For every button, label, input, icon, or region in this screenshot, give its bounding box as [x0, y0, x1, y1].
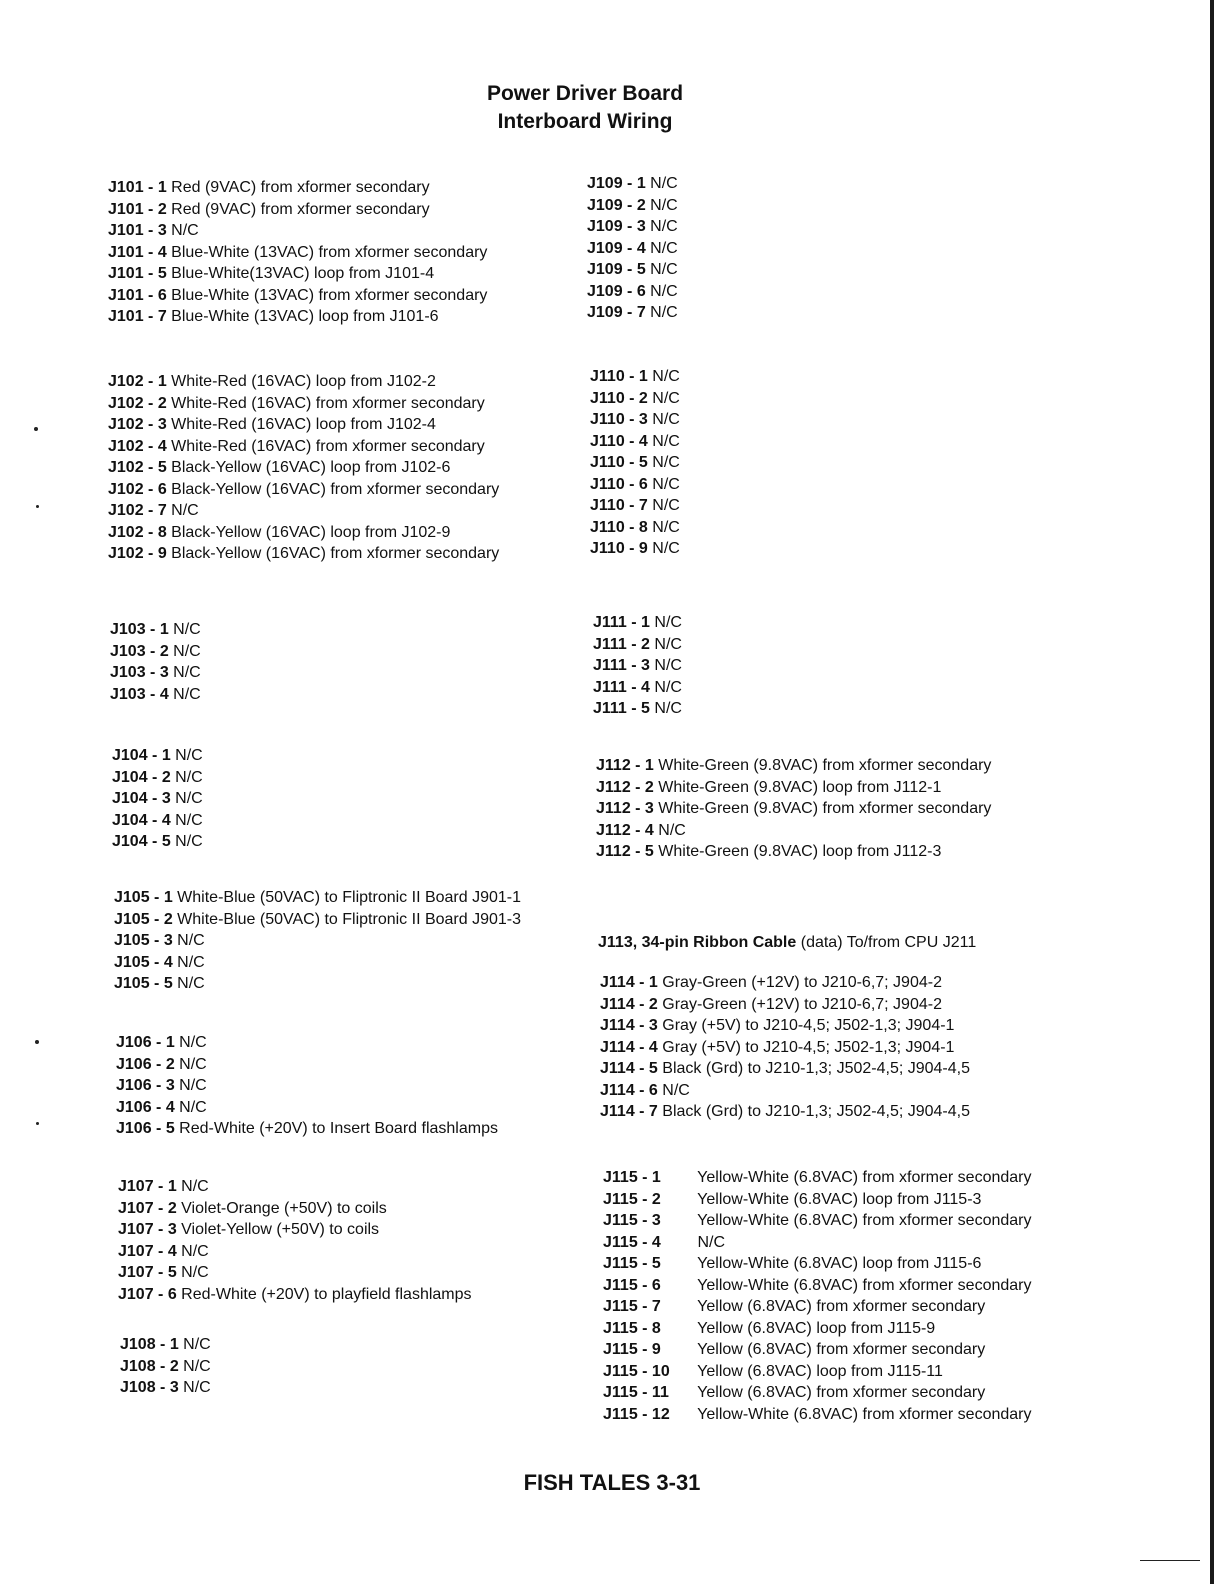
- connector-j111: [593, 612, 682, 720]
- pin-label: J115 - 3: [603, 1212, 661, 1229]
- connector-j101: [108, 177, 487, 328]
- pin-row: [116, 1075, 498, 1097]
- pin-row: [110, 619, 201, 641]
- pin-row: [587, 173, 678, 195]
- pin-description: White-Red (16VAC) from xformer secondary: [171, 394, 485, 412]
- pin-row: [108, 263, 487, 285]
- pin-label: J114 - 6: [600, 1081, 658, 1099]
- pin-row: [118, 1176, 472, 1198]
- pin-label: J108 - 2: [120, 1357, 179, 1375]
- pin-description: N/C: [650, 239, 678, 257]
- pin-description: N/C: [654, 678, 682, 696]
- pin-row: [603, 1253, 1031, 1275]
- pin-label: J101 - 4: [108, 243, 167, 261]
- pin-label: J109 - 2: [587, 196, 646, 214]
- pin-label: J106 - 2: [116, 1055, 175, 1073]
- pin-description: N/C: [179, 1098, 207, 1116]
- pin-row: [108, 457, 499, 479]
- pin-row: [114, 909, 521, 931]
- pin-description: (data) To/from CPU J211: [800, 934, 977, 951]
- pin-row: [593, 655, 682, 677]
- pin-label: J105 - 2: [114, 910, 173, 928]
- connector-j114: [600, 972, 970, 1123]
- pin-label: J109 - 1: [587, 175, 646, 192]
- pin-description: White-Green (9.8VAC) from xformer secondary: [658, 757, 992, 774]
- scan-speck: [34, 427, 38, 431]
- scan-mark: [1140, 1560, 1200, 1561]
- pin-label: J102 - 7: [108, 502, 167, 519]
- pin-description: Red (9VAC) from xformer secondary: [171, 179, 430, 196]
- pin-label: J112 - 3: [596, 800, 654, 817]
- pin-description: N/C: [650, 196, 678, 214]
- pin-label: J102 - 4: [108, 437, 167, 455]
- pin-description: Yellow-White (6.8VAC) loop from J115-3: [697, 1190, 982, 1208]
- pin-row: [603, 1210, 1031, 1232]
- scan-speck: [35, 1040, 39, 1044]
- pin-description: Yellow-White (6.8VAC) from xformer secondary: [697, 1212, 1032, 1229]
- pin-row: [114, 952, 521, 974]
- pin-row: [108, 414, 499, 436]
- pin-row: [114, 887, 521, 909]
- pin-row: [590, 431, 680, 453]
- pin-description: N/C: [179, 1034, 207, 1051]
- pin-description: White-Green (9.8VAC) loop from J112-1: [658, 778, 942, 796]
- pin-label: J101 - 5: [108, 265, 167, 282]
- connector-j110: [590, 366, 680, 560]
- pin-description: N/C: [658, 821, 686, 839]
- pin-description: N/C: [650, 282, 678, 300]
- pin-description: White-Red (16VAC) loop from J102-4: [171, 416, 436, 433]
- pin-description: N/C: [181, 1242, 209, 1260]
- connector-j107: [118, 1176, 472, 1305]
- pin-label: J104 - 3: [112, 790, 171, 807]
- pin-label: J101 - 6: [108, 286, 167, 304]
- pin-description: Black (Grd) to J210-1,3; J502-4,5; J904-4,5: [662, 1060, 970, 1077]
- scan-speck: [36, 1122, 39, 1125]
- pin-row: [108, 543, 499, 565]
- page-edge-shadow: [1210, 0, 1214, 1584]
- pin-label: J107 - 4: [118, 1242, 177, 1260]
- page-title: Power Driver Board: [486, 82, 684, 105]
- pin-row: [108, 220, 487, 242]
- pin-description: Violet-Orange (+50V) to coils: [181, 1199, 387, 1217]
- pin-row: [600, 1037, 970, 1059]
- pin-row: [603, 1382, 1031, 1404]
- pin-label: J101 - 3: [108, 222, 167, 239]
- pin-description: N/C: [177, 953, 205, 971]
- pin-description: N/C: [173, 642, 201, 660]
- pin-row: [603, 1296, 1031, 1318]
- pin-row: [590, 409, 680, 431]
- pin-row: [596, 841, 991, 863]
- pin-description: Black-Yellow (16VAC) loop from J102-6: [171, 459, 451, 476]
- pin-label: J111 - 1: [593, 614, 650, 631]
- pin-row: [603, 1167, 1031, 1189]
- pin-label: J103 - 1: [110, 621, 169, 638]
- pin-row: [587, 281, 678, 303]
- pin-row: [108, 242, 487, 264]
- pin-row: [587, 216, 678, 238]
- pin-row: [593, 677, 682, 699]
- pin-description: N/C: [175, 790, 203, 807]
- pin-label: J110 - 7: [590, 497, 648, 514]
- pin-row: [116, 1032, 498, 1054]
- connector-j109: [587, 173, 678, 324]
- pin-label: J102 - 6: [108, 480, 167, 498]
- pin-label: J110 - 3: [590, 411, 648, 428]
- pin-row: [114, 973, 521, 995]
- pin-label: J109 - 3: [587, 218, 646, 235]
- pin-label: J114 - 2: [600, 995, 658, 1013]
- pin-description: N/C: [650, 261, 678, 278]
- pin-description: N/C: [175, 747, 203, 764]
- pin-label: J108 - 3: [120, 1379, 179, 1396]
- pin-row: [600, 994, 970, 1016]
- pin-label: J112 - 5: [596, 843, 654, 860]
- pin-row: [587, 238, 678, 260]
- pin-row: [603, 1318, 1031, 1340]
- pin-description: N/C: [650, 218, 678, 235]
- pin-row: [108, 371, 499, 393]
- pin-label: J107 - 6: [118, 1285, 177, 1303]
- pin-label: J107 - 1: [118, 1178, 177, 1195]
- pin-row: [593, 698, 682, 720]
- pin-description: Yellow (6.8VAC) from xformer secondary: [697, 1298, 986, 1315]
- pin-row: [116, 1054, 498, 1076]
- pin-label: J109 - 6: [587, 282, 646, 300]
- pin-description: Red-White (+20V) to Insert Board flashlamps: [179, 1120, 498, 1137]
- pin-row: [108, 479, 499, 501]
- pin-description: N/C: [183, 1379, 211, 1396]
- pin-label: J115 - 6: [603, 1276, 661, 1294]
- pin-label: J110 - 1: [590, 368, 648, 385]
- pin-label: J115 - 12: [603, 1405, 670, 1423]
- pin-row: [590, 474, 680, 496]
- pin-description: N/C: [173, 685, 201, 703]
- pin-description: Gray-Green (+12V) to J210-6,7; J904-2: [662, 995, 942, 1013]
- pin-row: [108, 500, 499, 522]
- pin-row: [600, 1101, 970, 1123]
- pin-label: J106 - 4: [116, 1098, 175, 1116]
- pin-label: J110 - 4: [590, 432, 648, 450]
- pin-label: J101 - 1: [108, 179, 167, 196]
- pin-label: J109 - 5: [587, 261, 646, 278]
- connector-j103: [110, 619, 201, 705]
- pin-description: N/C: [650, 304, 678, 321]
- pin-row: [603, 1361, 1031, 1383]
- pin-row: [603, 1232, 1031, 1254]
- pin-label: J112 - 4: [596, 821, 654, 839]
- pin-description: N/C: [171, 502, 199, 519]
- pin-description: Black (Grd) to J210-1,3; J502-4,5; J904-4,5: [662, 1103, 970, 1120]
- pin-description: Red-White (+20V) to playfield flashlamps: [181, 1285, 472, 1303]
- pin-label: J102 - 3: [108, 416, 167, 433]
- pin-label: J109 - 7: [587, 304, 646, 321]
- pin-row: [587, 302, 678, 324]
- page-subtitle: Interboard Wiring: [497, 110, 673, 133]
- pin-description: Gray-Green (+12V) to J210-6,7; J904-2: [662, 974, 942, 991]
- pin-label: J107 - 3: [118, 1221, 177, 1238]
- pin-description: White-Red (16VAC) loop from J102-2: [171, 373, 436, 390]
- pin-description: N/C: [652, 454, 680, 471]
- pin-description: N/C: [697, 1233, 726, 1251]
- pin-label: J103 - 4: [110, 685, 169, 703]
- pin-label: J113, 34-pin Ribbon Cable: [598, 934, 797, 951]
- pin-label: J111 - 2: [593, 635, 650, 653]
- pin-row: [600, 1058, 970, 1080]
- pin-row: [596, 798, 991, 820]
- pin-label: J102 - 2: [108, 394, 167, 412]
- pin-row: [108, 285, 487, 307]
- pin-description: N/C: [652, 432, 680, 450]
- pin-description: N/C: [183, 1336, 211, 1353]
- pin-label: J104 - 5: [112, 833, 171, 850]
- pin-label: J106 - 1: [116, 1034, 175, 1051]
- connector-j115: [603, 1167, 1031, 1425]
- pin-description: N/C: [652, 475, 680, 493]
- pin-description: N/C: [181, 1178, 209, 1195]
- pin-description: White-Red (16VAC) from xformer secondary: [171, 437, 485, 455]
- pin-row: [603, 1339, 1031, 1361]
- pin-row: [120, 1334, 211, 1356]
- page-footer: FISH TALES 3-31: [523, 1470, 701, 1495]
- pin-label: J105 - 5: [114, 975, 173, 992]
- pin-row: [590, 538, 680, 560]
- pin-row: [590, 452, 680, 474]
- pin-description: White-Green (9.8VAC) from xformer secondary: [658, 800, 992, 817]
- pin-row: [108, 393, 499, 415]
- pin-row: [603, 1275, 1031, 1297]
- connector-j108: [120, 1334, 211, 1399]
- pin-row: [112, 831, 203, 853]
- pin-label: J110 - 8: [590, 518, 648, 536]
- pin-description: Yellow-White (6.8VAC) from xformer secondary: [697, 1405, 1032, 1423]
- pin-label: J115 - 8: [603, 1319, 661, 1337]
- pin-label: J109 - 4: [587, 239, 646, 257]
- pin-description: Black-Yellow (16VAC) from xformer secondary: [171, 545, 500, 562]
- pin-row: [108, 522, 499, 544]
- pin-row: [593, 612, 682, 634]
- pin-description: Gray (+5V) to J210-4,5; J502-1,3; J904-1: [662, 1038, 955, 1056]
- pin-description: N/C: [173, 621, 201, 638]
- pin-description: N/C: [654, 700, 682, 717]
- pin-row: [590, 517, 680, 539]
- pin-row: [118, 1284, 472, 1306]
- pin-description: Blue-White (13VAC) from xformer secondary: [171, 286, 488, 304]
- pin-row: [587, 195, 678, 217]
- pin-label: J111 - 3: [593, 657, 650, 674]
- pin-row: [118, 1262, 472, 1284]
- pin-description: N/C: [652, 368, 680, 385]
- pin-description: N/C: [171, 222, 199, 239]
- pin-label: J112 - 1: [596, 757, 654, 774]
- pin-row: [593, 634, 682, 656]
- pin-description: Blue-White (13VAC) loop from J101-6: [171, 308, 439, 325]
- pin-description: N/C: [183, 1357, 211, 1375]
- pin-description: N/C: [175, 768, 203, 786]
- pin-label: J106 - 5: [116, 1120, 175, 1137]
- pin-label: J114 - 5: [600, 1060, 658, 1077]
- pin-label: J105 - 1: [114, 889, 173, 906]
- pin-description: N/C: [652, 497, 680, 514]
- pin-description: N/C: [177, 932, 205, 949]
- pin-row: [110, 684, 201, 706]
- pin-description: Yellow (6.8VAC) loop from J115-11: [697, 1362, 943, 1380]
- pin-description: N/C: [175, 833, 203, 850]
- pin-label: J115 - 7: [603, 1298, 661, 1315]
- pin-description: Yellow-White (6.8VAC) from xformer secondary: [697, 1169, 1032, 1186]
- pin-label: J108 - 1: [120, 1336, 179, 1353]
- pin-description: Yellow (6.8VAC) from xformer secondary: [697, 1384, 986, 1401]
- pin-label: J115 - 4: [603, 1233, 661, 1251]
- pin-label: J107 - 5: [118, 1264, 177, 1281]
- pin-row: [112, 788, 203, 810]
- pin-description: N/C: [652, 411, 680, 428]
- pin-label: J115 - 1: [603, 1169, 661, 1186]
- connector-j102: [108, 371, 499, 565]
- pin-description: N/C: [179, 1055, 207, 1073]
- pin-row: [118, 1219, 472, 1241]
- pin-label: J110 - 2: [590, 389, 648, 407]
- pin-description: Yellow (6.8VAC) from xformer secondary: [697, 1341, 986, 1358]
- pin-description: Red (9VAC) from xformer secondary: [171, 200, 430, 218]
- pin-description: Yellow-White (6.8VAC) loop from J115-6: [697, 1255, 982, 1272]
- pin-description: Black-Yellow (16VAC) loop from J102-9: [171, 523, 451, 541]
- pin-description: White-Blue (50VAC) to Fliptronic II Board J901-3: [177, 910, 522, 928]
- pin-description: N/C: [177, 975, 205, 992]
- pin-row: [603, 1404, 1031, 1426]
- pin-row: [590, 495, 680, 517]
- pin-row: [112, 810, 203, 832]
- pin-row: [596, 755, 991, 777]
- pin-description: N/C: [650, 175, 678, 192]
- pin-label: J101 - 7: [108, 308, 167, 325]
- pin-label: J103 - 3: [110, 664, 169, 681]
- pin-row: [596, 777, 991, 799]
- connector-j105: [114, 887, 521, 995]
- pin-label: J111 - 4: [593, 678, 650, 696]
- pin-label: J114 - 1: [600, 974, 658, 991]
- pin-description: Gray (+5V) to J210-4,5; J502-1,3; J904-1: [662, 1017, 955, 1034]
- pin-label: J111 - 5: [593, 700, 650, 717]
- pin-row: [110, 641, 201, 663]
- pin-description: N/C: [654, 657, 682, 674]
- pin-label: J110 - 9: [590, 540, 648, 557]
- pin-description: N/C: [652, 389, 680, 407]
- pin-description: N/C: [652, 518, 680, 536]
- pin-label: J114 - 4: [600, 1038, 658, 1056]
- pin-description: Blue-White(13VAC) loop from J101-4: [171, 265, 435, 282]
- pin-description: N/C: [654, 635, 682, 653]
- pin-label: J115 - 2: [603, 1190, 661, 1208]
- pin-description: Yellow-White (6.8VAC) from xformer secondary: [697, 1276, 1032, 1294]
- pin-description: N/C: [181, 1264, 209, 1281]
- pin-row: [600, 1080, 970, 1102]
- pin-label: J115 - 10: [603, 1362, 670, 1380]
- pin-label: J102 - 9: [108, 545, 167, 562]
- pin-row: [114, 930, 521, 952]
- pin-description: Violet-Yellow (+50V) to coils: [181, 1221, 380, 1238]
- pin-label: J104 - 4: [112, 811, 171, 829]
- connector-j112: [596, 755, 991, 863]
- pin-label: J115 - 11: [603, 1384, 669, 1401]
- pin-description: N/C: [179, 1077, 207, 1094]
- pin-label: J105 - 3: [114, 932, 173, 949]
- pin-label: J114 - 7: [600, 1103, 658, 1120]
- pin-row: [116, 1097, 498, 1119]
- connector-j113: [598, 934, 976, 952]
- pin-row: [590, 388, 680, 410]
- pin-label: J115 - 5: [603, 1255, 661, 1272]
- scan-speck: [36, 505, 39, 508]
- pin-label: J101 - 2: [108, 200, 167, 218]
- pin-label: J102 - 5: [108, 459, 167, 476]
- pin-row: [110, 662, 201, 684]
- pin-label: J104 - 2: [112, 768, 171, 786]
- pin-label: J102 - 1: [108, 373, 167, 390]
- pin-row: [600, 1015, 970, 1037]
- pin-label: J112 - 2: [596, 778, 654, 796]
- pin-row: [603, 1189, 1031, 1211]
- pin-label: J115 - 9: [603, 1341, 661, 1358]
- connector-j104: [112, 745, 203, 853]
- pin-row: [587, 259, 678, 281]
- pin-label: J105 - 4: [114, 953, 173, 971]
- pin-label: J114 - 3: [600, 1017, 658, 1034]
- pin-description: N/C: [662, 1081, 690, 1099]
- pin-row: [596, 820, 991, 842]
- pin-label: J103 - 2: [110, 642, 169, 660]
- pin-row: [108, 177, 487, 199]
- pin-label: J106 - 3: [116, 1077, 175, 1094]
- pin-row: [108, 306, 487, 328]
- pin-row: [120, 1356, 211, 1378]
- pin-row: [118, 1198, 472, 1220]
- pin-row: [600, 972, 970, 994]
- pin-description: Blue-White (13VAC) from xformer secondary: [171, 243, 488, 261]
- pin-row: [108, 436, 499, 458]
- connector-j106: [116, 1032, 498, 1140]
- pin-description: White-Blue (50VAC) to Fliptronic II Board J901-1: [177, 889, 522, 906]
- pin-description: Yellow (6.8VAC) loop from J115-9: [697, 1319, 936, 1337]
- pin-row: [112, 745, 203, 767]
- pin-row: [116, 1118, 498, 1140]
- pin-description: Black-Yellow (16VAC) from xformer secondary: [171, 480, 500, 498]
- pin-label: J104 - 1: [112, 747, 171, 764]
- pin-label: J110 - 6: [590, 475, 648, 493]
- pin-row: [120, 1377, 211, 1399]
- pin-label: J107 - 2: [118, 1199, 177, 1217]
- pin-description: N/C: [652, 540, 680, 557]
- pin-row: [118, 1241, 472, 1263]
- pin-description: N/C: [654, 614, 682, 631]
- pin-label: J102 - 8: [108, 523, 167, 541]
- pin-label: J110 - 5: [590, 454, 648, 471]
- pin-row: [590, 366, 680, 388]
- pin-row: [112, 767, 203, 789]
- pin-row: [108, 199, 487, 221]
- pin-description: N/C: [175, 811, 203, 829]
- pin-description: White-Green (9.8VAC) loop from J112-3: [658, 843, 942, 860]
- pin-description: N/C: [173, 664, 201, 681]
